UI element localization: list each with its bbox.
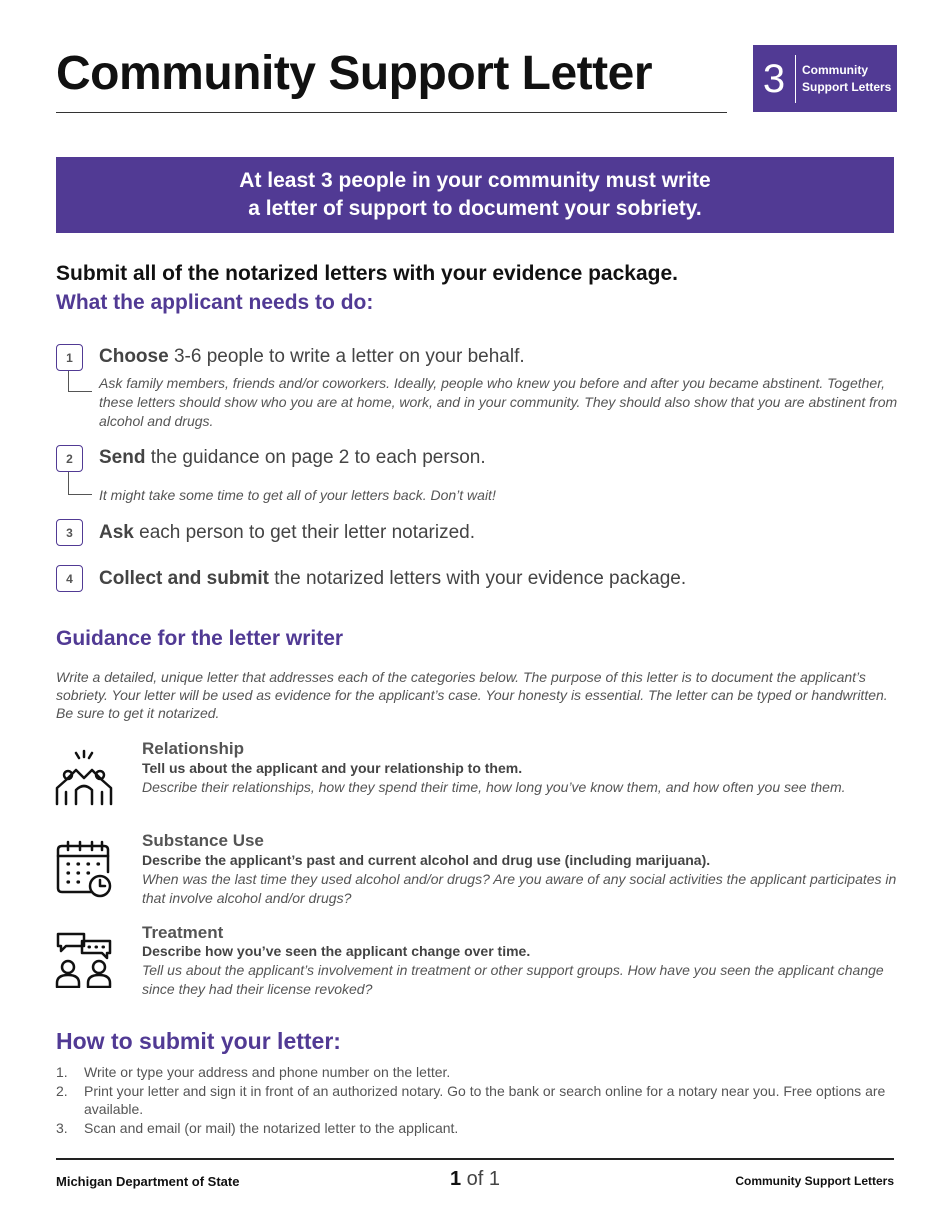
banner-line2: a letter of support to document your sobriety. [248, 197, 702, 220]
people-chat-icon [54, 930, 114, 988]
guidance-intro: Write a detailed, unique letter that addresses each of the categories below. The purpose of this letter is to document the applicant’s sobriety. Your letter will be used as evidence for the applicant’s case. Your honesty is essential. The letter can be typed or handwritten. Be sure to get it notarized. [56, 669, 888, 721]
step-3-verb: Ask [99, 522, 134, 543]
footer-department: Michigan Department of State [56, 1174, 240, 1189]
page-total: of 1 [461, 1168, 501, 1190]
list-item-text: Scan and email (or mail) the notarized letter to the applicant. [84, 1119, 459, 1136]
list-item [56, 1119, 896, 1138]
step-1-title [99, 346, 525, 368]
step-2-title [99, 447, 486, 469]
step-1-connector [68, 370, 92, 392]
list-item-text: Write or type your address and phone number on the letter. [84, 1064, 451, 1080]
requirement-banner [56, 157, 894, 233]
footer-section-name: Community Support Letters [735, 1174, 894, 1188]
step-2-verb: Send [99, 447, 146, 468]
list-item-number: 2. [56, 1082, 68, 1099]
page-current: 1 [449, 1168, 462, 1190]
step-1-note: Ask family members, friends and/or coworkers. Ideally, people who knew you before and after you became abstinent. Together, these letters should show who you are at home, work, and in your community. They should also show that you are abstinent from alcohol and drugs. [99, 375, 898, 429]
relationship-icon [54, 748, 114, 806]
category-description: Tell us about the applicant’s involvement in treatment or other support groups. How have you seen the applicant change since they had their license revoked? [142, 962, 884, 997]
banner-line1: At least 3 people in your community must write [239, 169, 711, 192]
list-item-number: 3. [56, 1119, 68, 1136]
step-2-note: It might take some time to get all of your letters back. Don’t wait! [99, 487, 496, 503]
step-4-title [99, 568, 686, 590]
step-3-title [99, 522, 475, 544]
category-prompt: Describe the applicant’s past and current alcohol and drug use (including marijuana). [142, 852, 711, 868]
submit-steps-list [56, 1063, 896, 1137]
category-prompt: Tell us about the applicant and your relationship to them. [142, 760, 523, 776]
badge-number: 3 [762, 56, 786, 101]
page-title: Community Support Letter [56, 47, 652, 100]
category-title: Relationship [142, 739, 245, 758]
calendar-clock-icon [54, 840, 114, 898]
list-item-text: Print your letter and sign it in front of an authorized notary. Go to the bank or search online for a notary near you. Free options are available. [84, 1082, 886, 1117]
step-4-verb: Collect and submit [99, 568, 269, 589]
badge-label-line2: Support Letters [802, 79, 892, 94]
step-4-number: 4 [56, 565, 83, 592]
applicant-heading: What the applicant needs to do: [56, 291, 374, 314]
step-2-connector [68, 471, 92, 495]
title-divider [56, 112, 727, 113]
list-item [56, 1063, 896, 1082]
step-1-number: 1 [56, 344, 83, 371]
category-description: Describe their relationships, how they spend their time, how long you’ve know them, and how often you see them. [142, 779, 846, 795]
badge-separator [795, 55, 796, 103]
step-4-text: the notarized letters with your evidence package. [268, 568, 687, 589]
category-title: Substance Use [142, 831, 264, 850]
step-2-number: 2 [56, 445, 83, 472]
step-3-number: 3 [56, 519, 83, 546]
list-item [56, 1082, 896, 1119]
step-1-text: 3-6 people to write a letter on your behalf. [168, 346, 525, 367]
submit-heading: How to submit your letter: [56, 1028, 341, 1054]
lead-statement: Submit all of the notarized letters with your evidence package. [56, 262, 678, 285]
step-2-text: the guidance on page 2 to each person. [145, 447, 486, 468]
badge-label [802, 62, 891, 96]
category-title: Treatment [142, 923, 224, 942]
category-prompt: Describe how you’ve seen the applicant change over time. [142, 943, 531, 959]
step-3-text: each person to get their letter notarized. [133, 522, 476, 543]
step-1-verb: Choose [99, 346, 169, 367]
section-badge [753, 45, 897, 112]
footer-divider [56, 1158, 894, 1160]
badge-label-line1: Community [802, 62, 868, 77]
category-description: When was the last time they used alcohol and/or drugs? Are you aware of any social activities the applicant participates in that involve alcohol and/or drugs? [142, 871, 897, 906]
list-item-number: 1. [56, 1064, 68, 1080]
guidance-heading: Guidance for the letter writer [56, 627, 344, 650]
